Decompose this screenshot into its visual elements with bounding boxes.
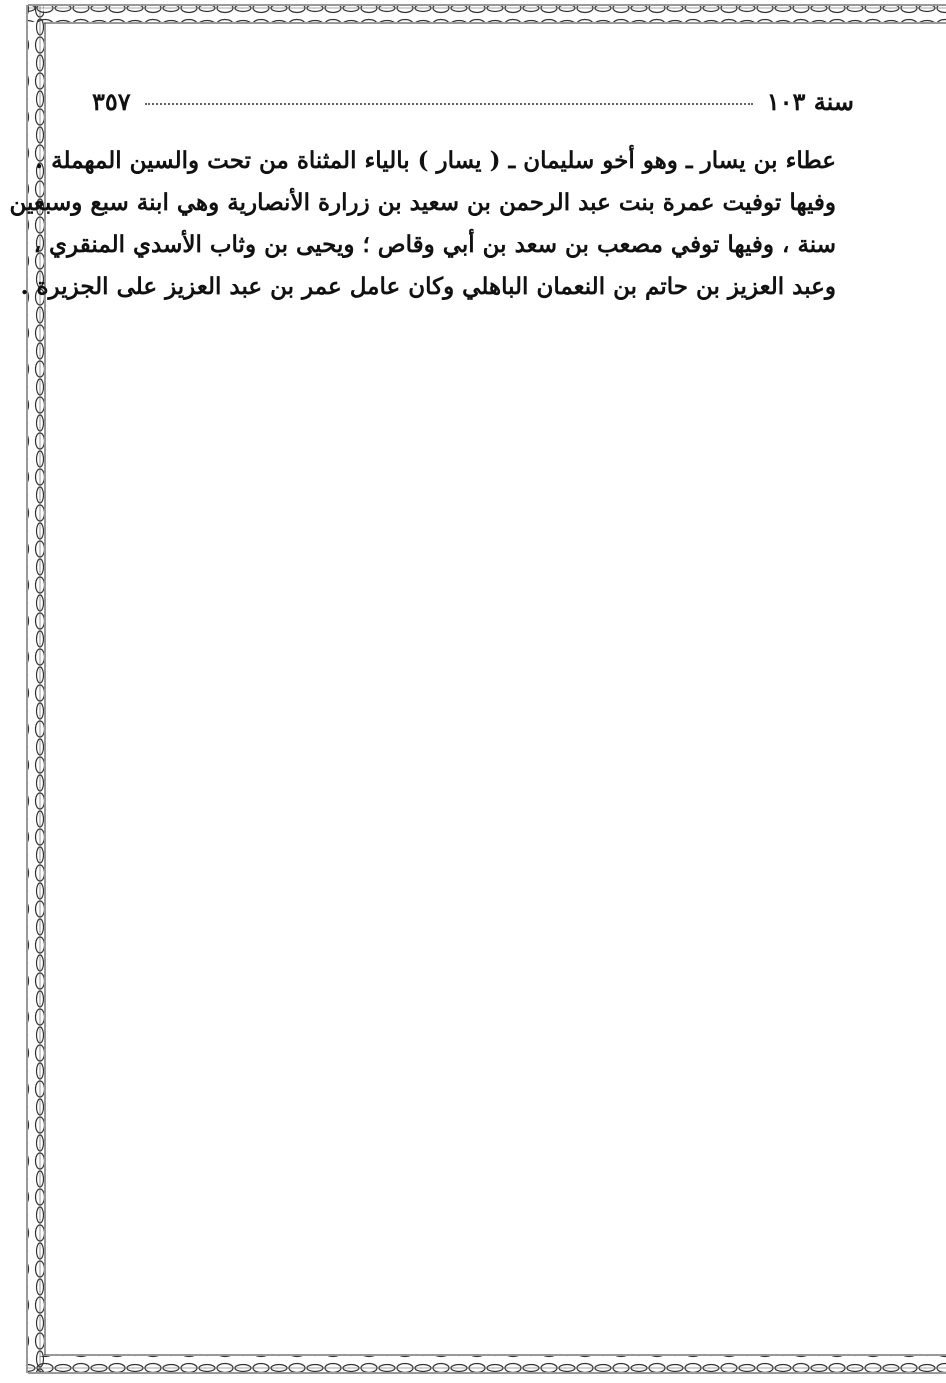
dotted-leader	[145, 103, 753, 105]
running-head: سنة ١٠٣	[766, 86, 854, 116]
text-line-2: وفيها توفيت عمرة بنت عبد الرحمن بن سعيد بن زرارة الأنصارية وهي ابنة سبع وسبعين	[9, 189, 836, 216]
text-line-3: سنة ، وفيها توفي مصعب بن سعد بن أبي وقاص ؛ ويحيى بن وثاب الأسدي المنقري ،	[33, 231, 836, 258]
body-text	[9, 140, 836, 308]
text-line-4: وعبد العزيز بن حاتم بن النعمان الباهلي وكان عامل عمر بن عبد العزيز على الجزيرة .	[20, 273, 836, 300]
page-header	[92, 86, 854, 116]
page-number: ٣٥٧	[92, 86, 131, 116]
text-line-1: عطاء بن يسار ـ وهو أخو سليمان ـ ( يسار ) بالياء المثناة من تحت والسين المهملة .	[35, 147, 836, 174]
